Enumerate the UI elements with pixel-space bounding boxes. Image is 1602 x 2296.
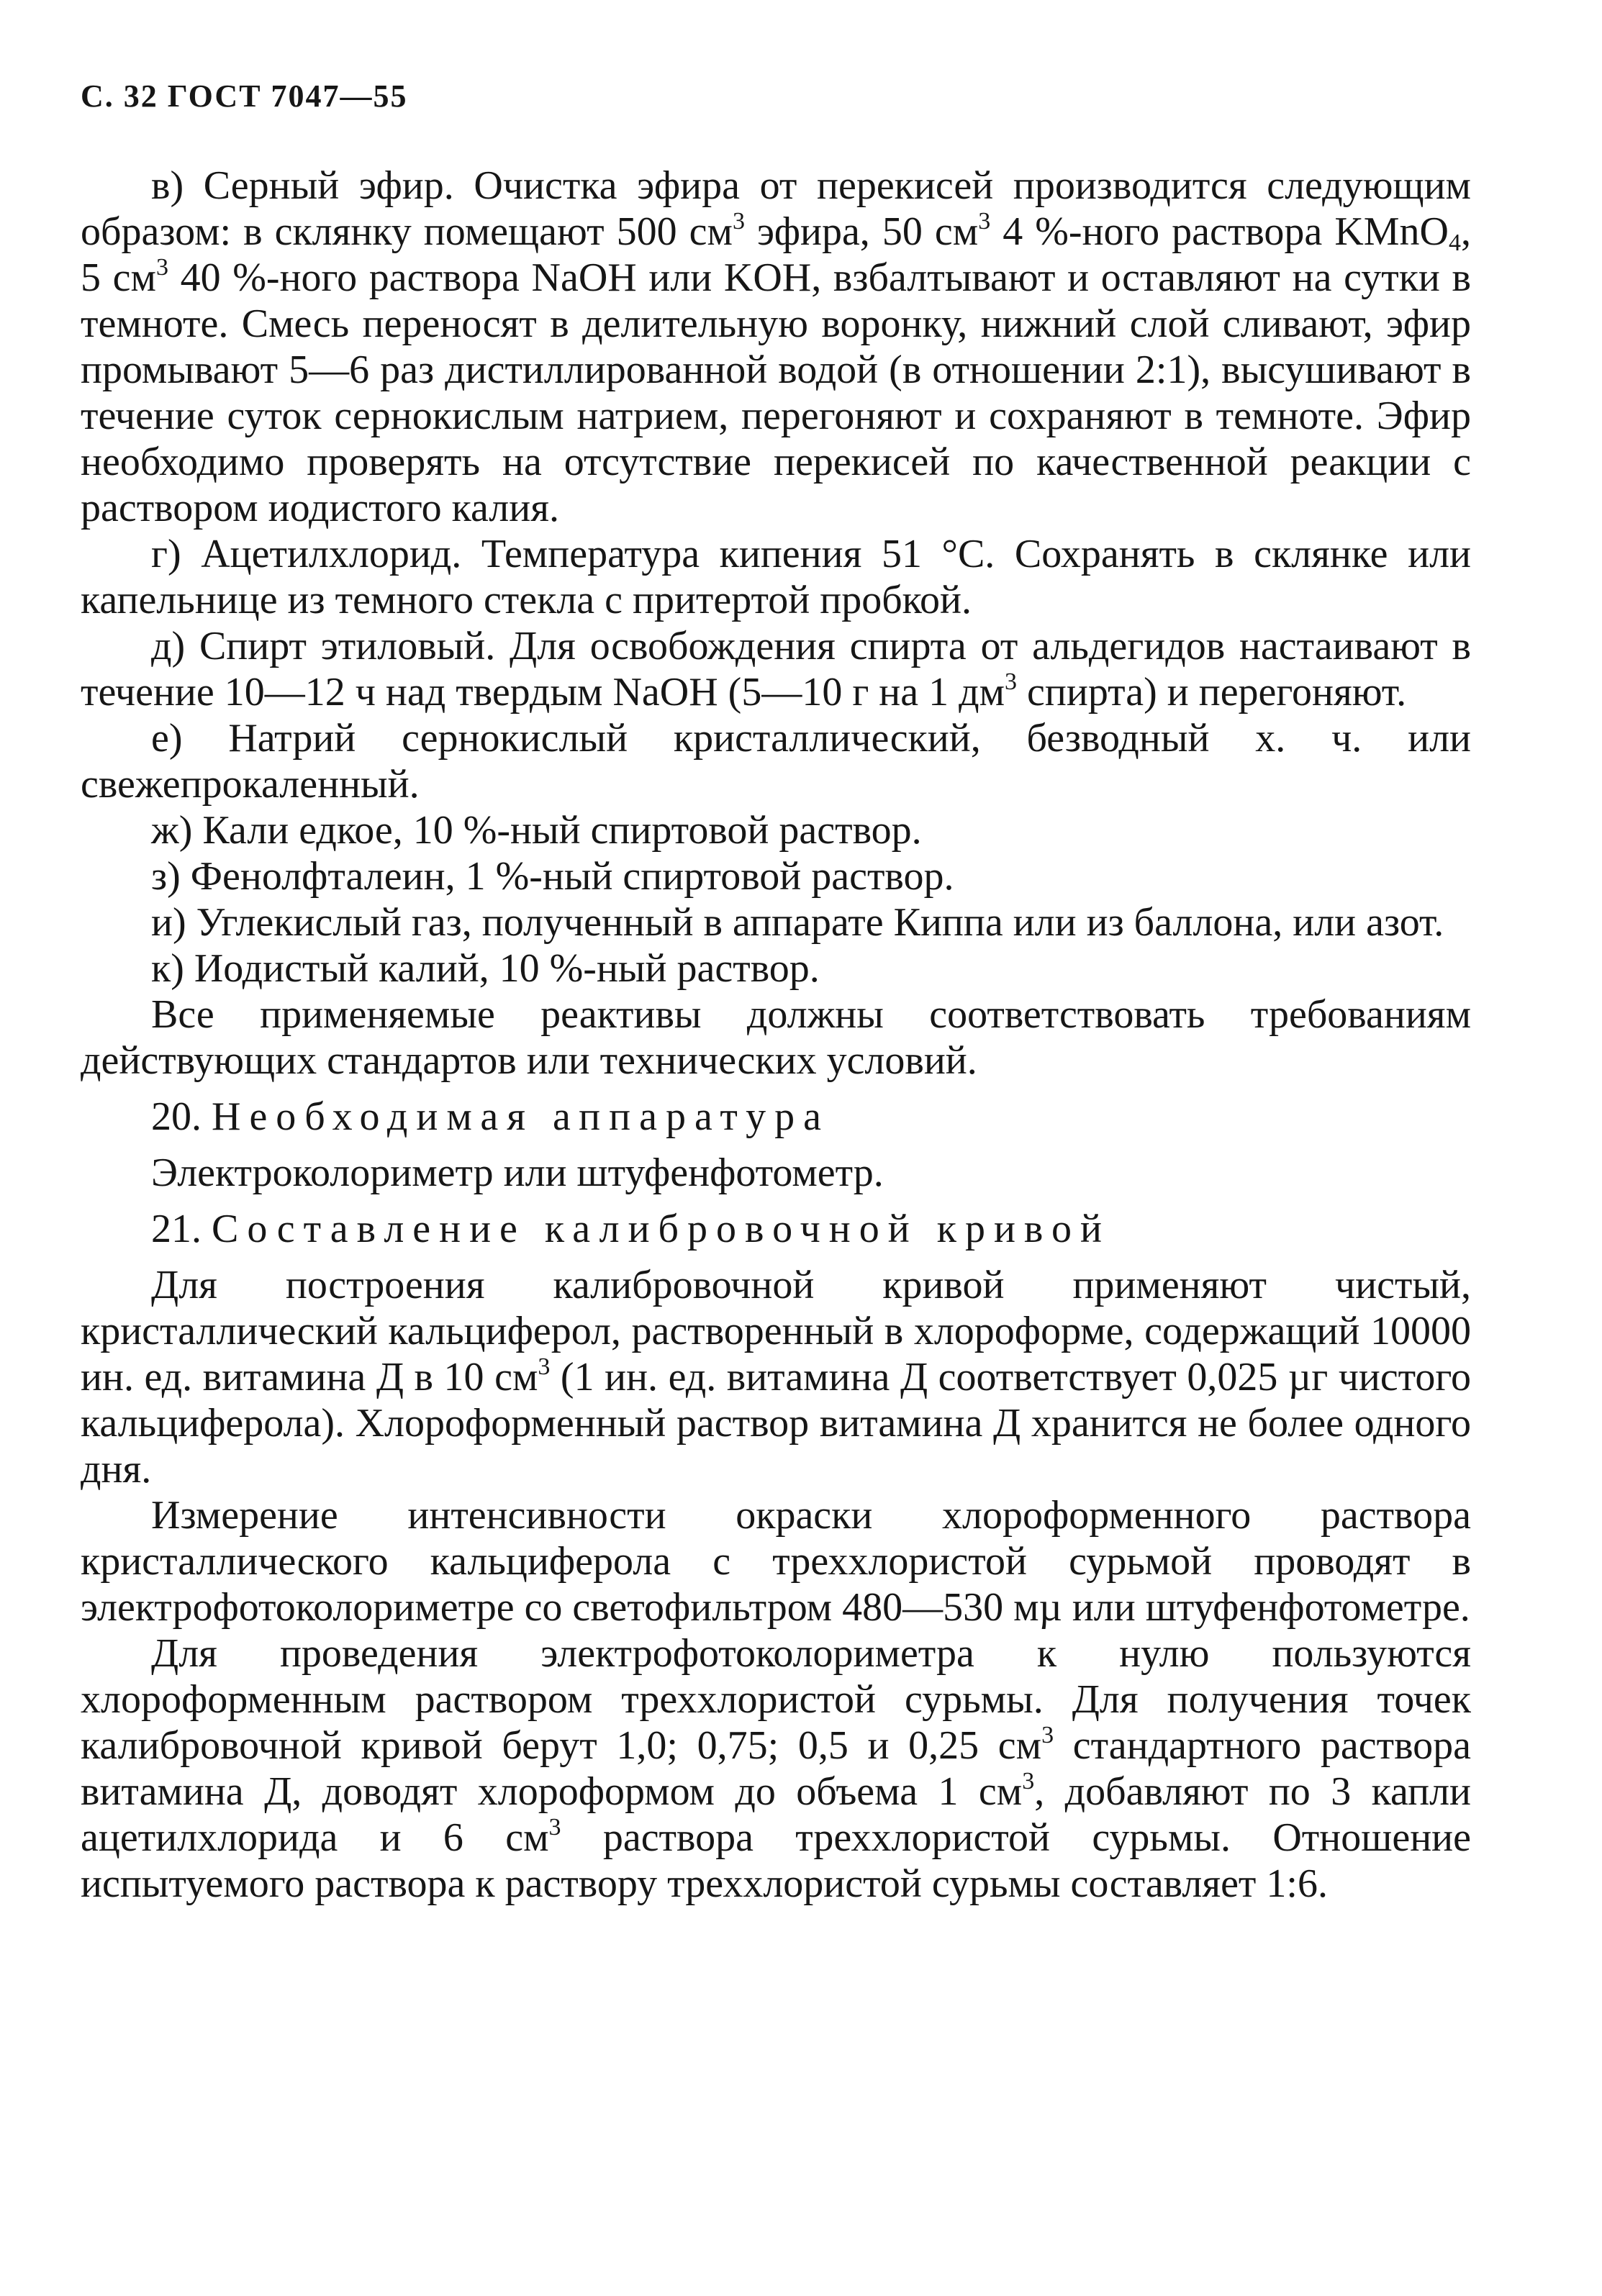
page-header: С. 32 ГОСТ 7047—55 bbox=[81, 78, 408, 114]
paragraph-phenolphthalein: з) Фенолфталеин, 1 %-ный спиртовой раствор. bbox=[151, 854, 954, 899]
paragraph-sodium-sulfate: е) Натрий сернокислый кристаллический, безводный х. ч. или свежепрокаленный. bbox=[81, 716, 1471, 807]
text-run: Для построения калибровочной кривой применяют чистый, кристаллический кальциферол, растворенный в хлороформе, содержащий 10000 ин. ед. витамина Д в 10 см bbox=[81, 1263, 1471, 1399]
paragraph-ether bbox=[81, 163, 1471, 531]
superscript: 3 bbox=[732, 208, 745, 235]
text-run: эфира, 50 см bbox=[744, 209, 979, 254]
section-21-heading bbox=[81, 1206, 1471, 1252]
document-body bbox=[81, 163, 1471, 1907]
paragraph-reagents-note: Все применяемые реактивы должны соответствовать требованиям действующих стандартов или технических условий. bbox=[81, 992, 1471, 1083]
section-title: Необходимая аппаратура bbox=[212, 1094, 830, 1139]
text-run: , 5 см bbox=[81, 209, 1471, 300]
superscript: 3 bbox=[978, 208, 991, 235]
superscript: 3 bbox=[1005, 668, 1018, 695]
paragraph-potassium-hydroxide: ж) Кали едкое, 10 %-ный спиртовой раствор. bbox=[151, 808, 922, 853]
superscript: 3 bbox=[155, 254, 168, 281]
text-run: Для проведения электрофотоколориметра к нулю пользуются хлороформенным раствором треххлористой сурьмы. Для получения точек калибровочной кривой берут 1,0; 0,75; 0,5 и 0,25 см bbox=[81, 1631, 1471, 1768]
superscript: 3 bbox=[1022, 1768, 1035, 1794]
superscript: 3 bbox=[538, 1353, 551, 1380]
text-run: д) Спирт этиловый. Для освобождения спирта от альдегидов настаивают в течение 10—12 ч над твердым NaOH (5—10 г на 1 дм bbox=[81, 624, 1471, 714]
paragraph-carbon-dioxide: и) Углекислый газ, полученный в аппарате Киппа или из баллона, или азот. bbox=[151, 900, 1444, 945]
text-run: спирта) и перегоняют. bbox=[1017, 670, 1407, 714]
text-run: стандартного раствора витамина Д, доводят хлороформом до объема 1 см bbox=[81, 1723, 1472, 1814]
section-number: 21. bbox=[151, 1207, 202, 1251]
text-run: , добавляют по 3 капли ацетилхлорида и 6 см bbox=[81, 1769, 1471, 1860]
superscript: 3 bbox=[548, 1814, 561, 1841]
subscript: 4 bbox=[1449, 230, 1461, 256]
paragraph-ethanol bbox=[81, 623, 1471, 715]
section-21-paragraph-2: Измерение интенсивности окраски хлороформенного раствора кристаллического кальциферола с треххлористой сурьмой проводят в электрофотоколориметре со светофильтром 480—530 мµ или штуфенфотометре. bbox=[81, 1493, 1471, 1630]
section-title: Составление калибровочной кривой bbox=[212, 1207, 1110, 1251]
section-number: 20. bbox=[151, 1094, 202, 1139]
text-run: 40 %-ного раствора NaOH или KOH, взбалтывают и оставляют на сутки в темноте. Смесь переносят в делительную воронку, нижний слой сливают, эфир промывают 5—6 раз дистиллированной водой (в отношении 2:1), высушивают в течение суток сернокислым натрием, перегоняют и сохраняют в темноте. Эфир необходимо проверять на отсутствие перекисей по качественной реакции с раствором иодистого калия. bbox=[81, 255, 1471, 530]
text-run: 4 %-ного раствора KMnO bbox=[990, 209, 1449, 254]
section-21-paragraph-1 bbox=[81, 1262, 1471, 1492]
text-run: раствора треххлористой сурьмы. Отношение испытуемого раствора к раствору треххлористой сурьмы составляет 1:6. bbox=[81, 1815, 1471, 1906]
superscript: 3 bbox=[1041, 1722, 1054, 1748]
paragraph-potassium-iodide: к) Иодистый калий, 10 %-ный раствор. bbox=[151, 946, 820, 991]
section-20-text: Электроколориметр или штуфенфотометр. bbox=[151, 1151, 884, 1195]
section-21-paragraph-3 bbox=[81, 1630, 1471, 1907]
text-run: в) Серный эфир. Очистка эфира от перекисей производится следующим образом: в склянку помещают 500 см bbox=[81, 163, 1471, 254]
text-run: (1 ин. ед. витамина Д соответствует 0,025 µг чистого кальциферола). Хлороформенный раствор витамина Д хранится не более одного дня. bbox=[81, 1355, 1471, 1492]
section-20-heading bbox=[81, 1094, 1471, 1140]
paragraph-acetylchloride: г) Ацетилхлорид. Температура кипения 51 °С. Сохранять в склянке или капельнице из темного стекла с притертой пробкой. bbox=[81, 532, 1471, 622]
